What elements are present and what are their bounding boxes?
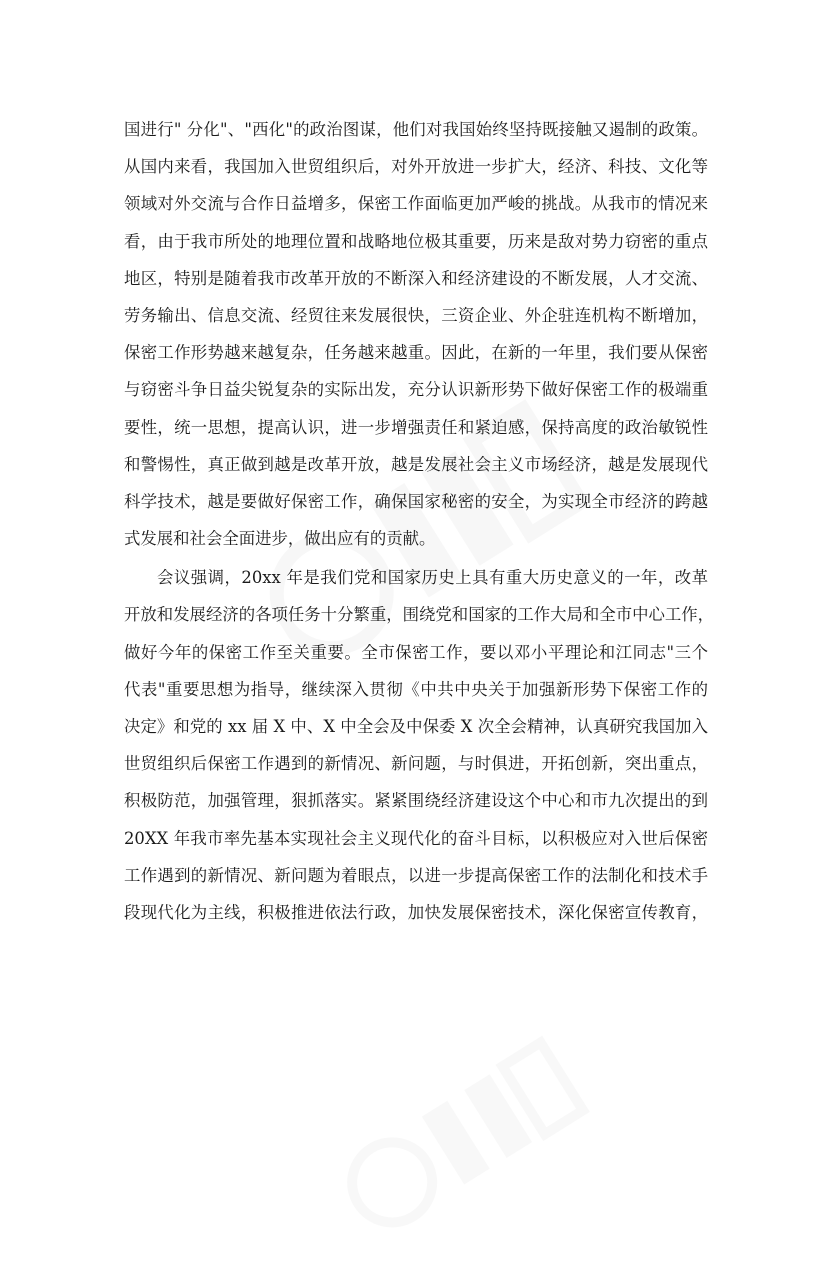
text-line: 做好今年的保密工作至关重要。全市保密工作，要以邓小平理论和江同志"三个 <box>124 642 708 662</box>
text-line: 决定》和党的 xx 届 X 中、X 中全会及中保委 X 次全会精神，认真研究我国加入 <box>124 717 708 736</box>
text-line: 工作遇到的新情况、新问题为着眼点，以进一步提高保密工作的法制化和技术手 <box>124 865 708 885</box>
text-line: 20XX 年我市率先基本实现社会主义现代化的奋斗目标，以积极应对入世后保密 <box>124 828 708 848</box>
text-line: 开放和发展经济的各项任务十分繁重，围绕党和国家的工作大局和全市中心工作， <box>124 605 715 625</box>
text-line: 积极防范，加强管理，狠抓落实。紧紧围绕经济建设这个中心和市九次提出的到 <box>124 791 708 811</box>
watermark-logo-bottom <box>313 1012 608 1268</box>
body-text <box>124 111 715 931</box>
text-line: 劳务输出、信息交流、经贸往来发展很快，三资企业、外企驻连机构不断增加， <box>124 305 708 325</box>
text-line: 与窃密斗争日益尖锐复杂的实际出发，充分认识新形势下做好保密工作的极端重 <box>124 380 708 400</box>
paragraph-1 <box>124 111 708 557</box>
text-line: 地区，特别是随着我市改革开放的不断深入和经济建设的不断发展，人才交流、 <box>124 268 708 288</box>
text-line: 代表"重要思想为指导，继续深入贯彻《中共中央关于加强新形势下保密工作的 <box>124 679 708 699</box>
text-line: 会议强调，20xx 年是我们党和国家历史上具有重大历史意义的一年，改革 <box>157 568 708 588</box>
text-line: 要性，统一思想，提高认识，进一步增强责任和紧迫感，保持高度的政治敏锐性 <box>124 417 708 437</box>
text-line: 和警惕性，真正做到越是改革开放，越是发展社会主义市场经济，越是发展现代 <box>124 454 708 474</box>
text-line: 式发展和社会全面进步，做出应有的贡献。 <box>124 529 436 549</box>
text-line: 从国内来看，我国加入世贸组织后，对外开放进一步扩大，经济、科技、文化等 <box>124 157 708 177</box>
text-line: 保密工作形势越来越复杂，任务越来越重。因此，在新的一年里，我们要从保密 <box>124 343 708 363</box>
text-line: 看，由于我市所处的地理位置和战略地位极其重要，历来是敌对势力窃密的重点 <box>124 231 708 251</box>
text-line: 科学技术，越是要做好保密工作，确保国家秘密的安全，为实现全市经济的跨越 <box>124 491 708 511</box>
text-line: 领域对外交流与合作日益增多，保密工作面临更加严峻的挑战。从我市的情况来 <box>124 194 708 214</box>
text-line: 世贸组织后保密工作遇到的新情况、新问题，与时俱进，开拓创新，突出重点， <box>124 754 708 774</box>
paragraph-2 <box>124 559 715 931</box>
text-line: 国进行" 分化"、"西化"的政治图谋，他们对我国始终坚持既接触又遏制的政策。 <box>124 120 708 139</box>
text-line: 段现代化为主线，积极推进依法行政，加快发展保密技术，深化保密宣传教育， <box>124 902 708 922</box>
